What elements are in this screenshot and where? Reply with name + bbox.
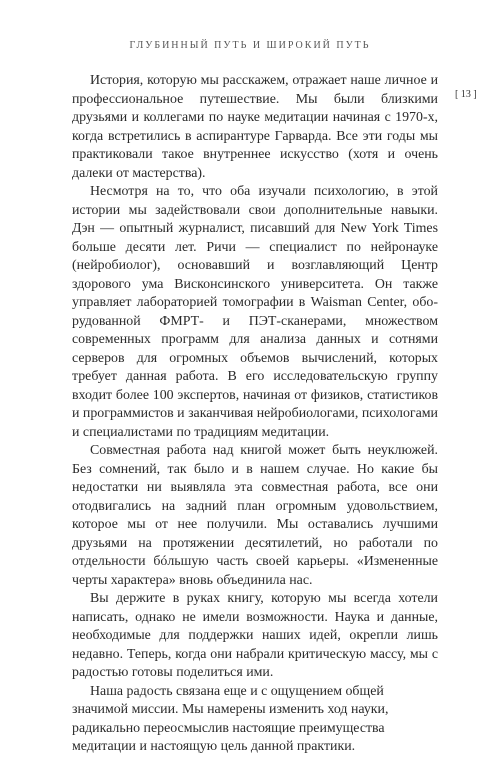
- paragraph-5: Наша радость связана еще и с ощущением общей значимой миссии. Мы намерены изменить ход науки, радикально переосмыслив настоящие преимущества медитации и настоящую цель данной практики.: [72, 683, 389, 754]
- page-number: [ 13 ]: [455, 89, 477, 100]
- paragraph-1: История, которую мы расскажем, отражает наше личное и профессиональное путешествие. Мы были близкими друзьями и коллегами по науке медитации начиная с 1970-х, когда встретились в аспирантуре Гарварда. Все эти годы мы практиковали такое внутреннее искусство (хотя и очень далеки от мастерства).: [72, 73, 438, 181]
- paragraph-3: Совместная работа над книгой может быть неуклюжей. Без сомнений, так было и в нашем случае. Но какие бы недостатки ни выявляла эта совместная работа, все они отодвигались на задний план огромным удовольствием, которое мы от нее получили. Мы оставались лучшими друзьями на протяжении десятилетий, но работали по отдельности бóльшую часть своей карьеры. «Измененные черты характера» вновь объединила нас.: [72, 443, 438, 588]
- paragraph-2: Несмотря на то, что оба изучали психологию, в этой истории мы задействовали свои дополнительные навыки. Дэн — опытный журналист, писавший для New York Times больше десяти лет. Ричи — специалист по нейронауке (нейробиолог), основавший и возглавляющий Центр здорового ума Висконсинского университета. Он также управляет лабораторией томографии в Waisman Center, оборудованной ФМРТ- и ПЭТ-сканерами, множеством современных программ для анализа данных и сотнями серверов для огромных объемов вычислений, которых требует данная работа. В его исследовательскую группу входит более 100 экспертов, начиная от физиков, статистиков и программистов и заканчивая нейробиологами, психологами и специалистами по традициям медитации.: [72, 184, 438, 440]
- paragraph-4: Вы держите в руках книгу, которую мы всегда хотели написать, однако не имели возможности. Наука и данные, необходимые для поддержки наших идей, окрепли лишь недавно. Теперь, когда они набрали критическую массу, мы с радостью готовы поделиться ими.: [72, 591, 438, 680]
- body-text: [72, 72, 438, 757]
- running-header: ГЛУБИННЫЙ ПУТЬ И ШИРОКИЙ ПУТЬ: [129, 40, 371, 51]
